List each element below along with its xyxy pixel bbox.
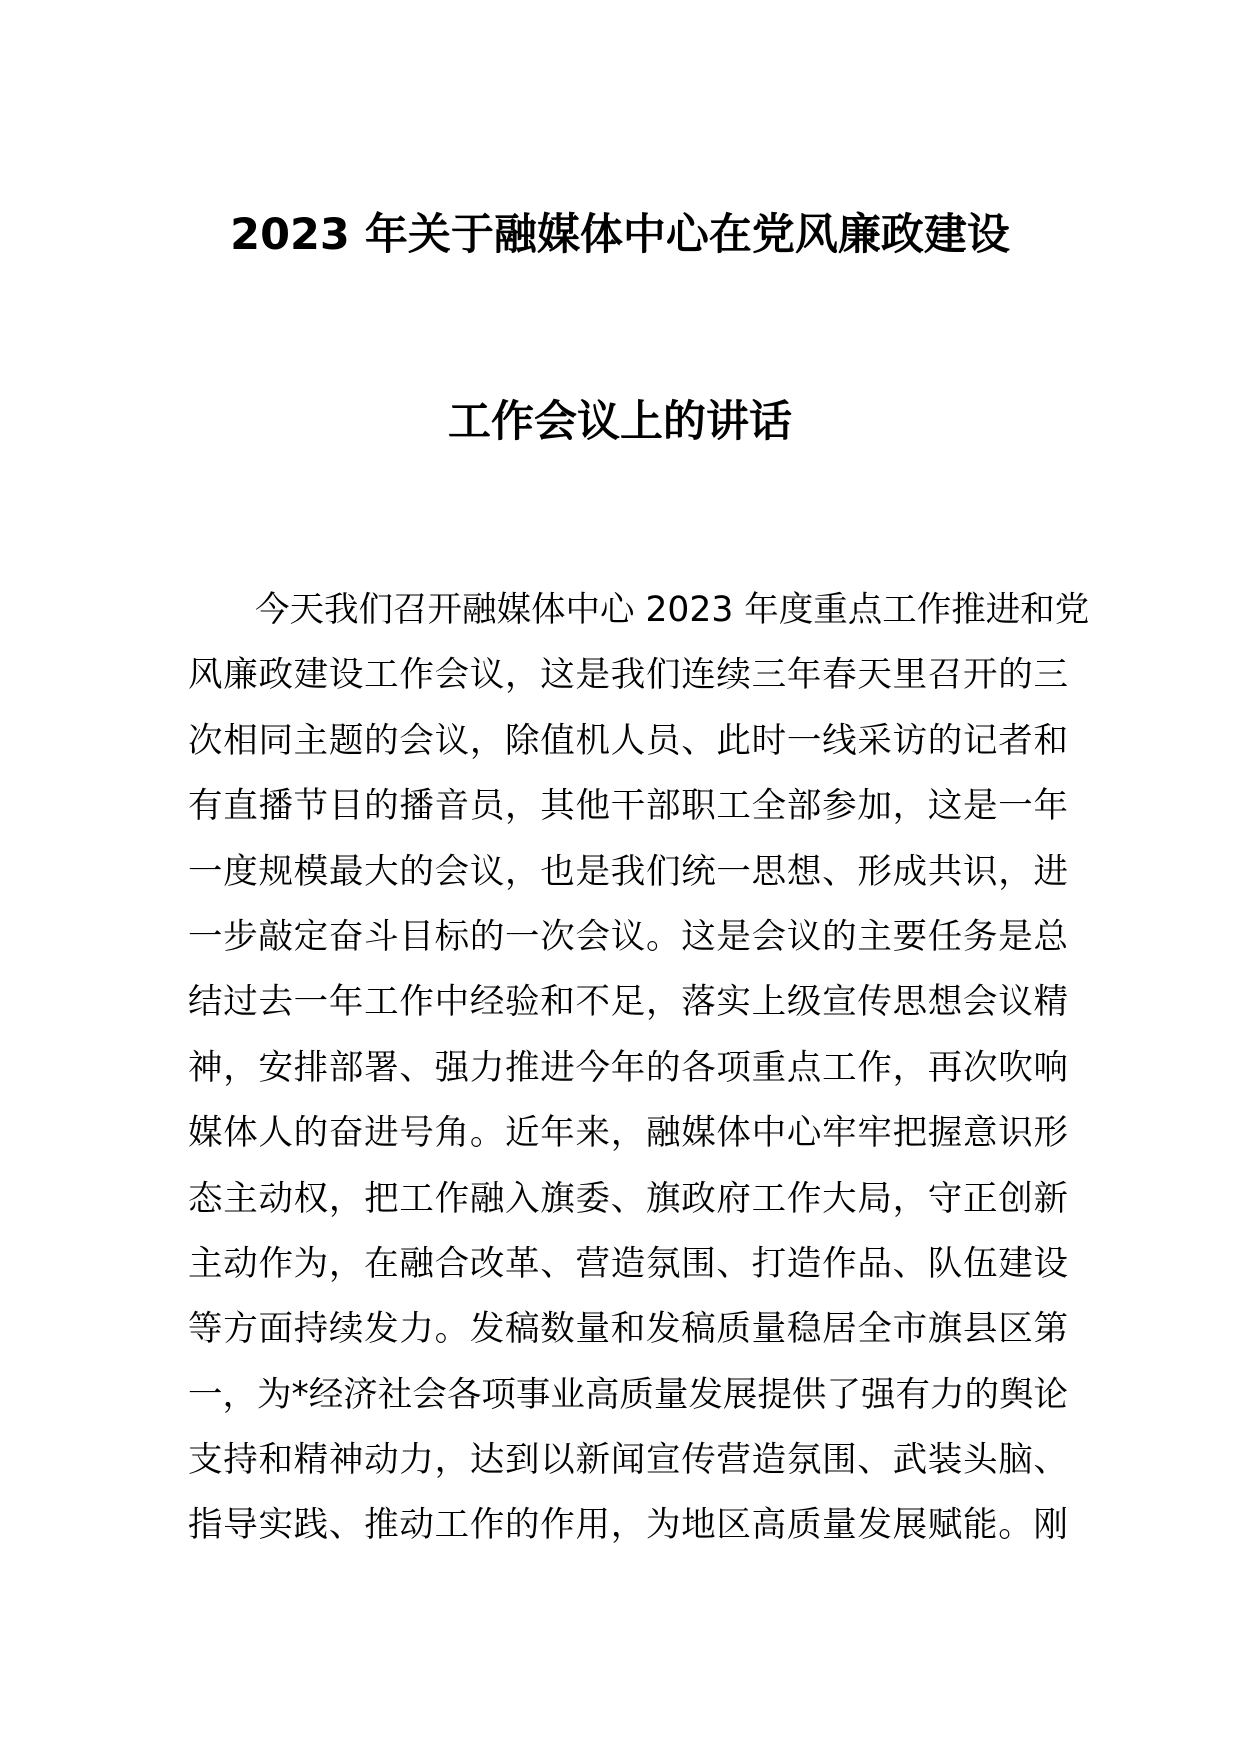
body-line: 一，为*经济社会各项事业高质量发展提供了强有力的舆论 [188, 1374, 1068, 1415]
body-line: 媒体人的奋进号角。近年来，融媒体中心牢牢把握意识形 [188, 1113, 1068, 1154]
document-title-line-2: 工作会议上的讲话 [448, 397, 792, 447]
body-line: 神，安排部署、强力推进今年的各项重点工作，再次吹响 [188, 1047, 1068, 1088]
body-line: 一步敲定奋斗目标的一次会议。这是会议的主要任务是总 [188, 916, 1068, 957]
body-line: 今天我们召开融媒体中心 2023 年度重点工作推进和党 [255, 590, 1090, 630]
body-line: 指导实践、推动工作的作用，为地区高质量发展赋能。刚 [188, 1505, 1068, 1546]
body-line: 风廉政建设工作会议，这是我们连续三年春天里召开的三 [188, 655, 1068, 696]
body-line: 结过去一年工作中经验和不足，落实上级宣传思想会议精 [188, 982, 1068, 1023]
document-title-line-1: 2023 年关于融媒体中心在党风廉政建设 [230, 210, 1010, 260]
body-line: 支持和精神动力，达到以新闻宣传营造氛围、武装头脑、 [188, 1440, 1068, 1481]
document-body [188, 578, 1090, 1559]
body-line: 主动作为，在融合改革、营造氛围、打造作品、队伍建设 [188, 1243, 1068, 1284]
body-line: 态主动权，把工作融入旗委、旗政府工作大局，守正创新 [188, 1178, 1068, 1219]
body-line: 有直播节目的播音员，其他干部职工全部参加，这是一年 [188, 786, 1068, 827]
body-line: 一度规模最大的会议，也是我们统一思想、形成共识，进 [188, 851, 1068, 892]
body-line: 等方面持续发力。发稿数量和发稿质量稳居全市旗县区第 [188, 1309, 1068, 1350]
body-line: 次相同主题的会议，除值机人员、此时一线采访的记者和 [188, 720, 1068, 761]
